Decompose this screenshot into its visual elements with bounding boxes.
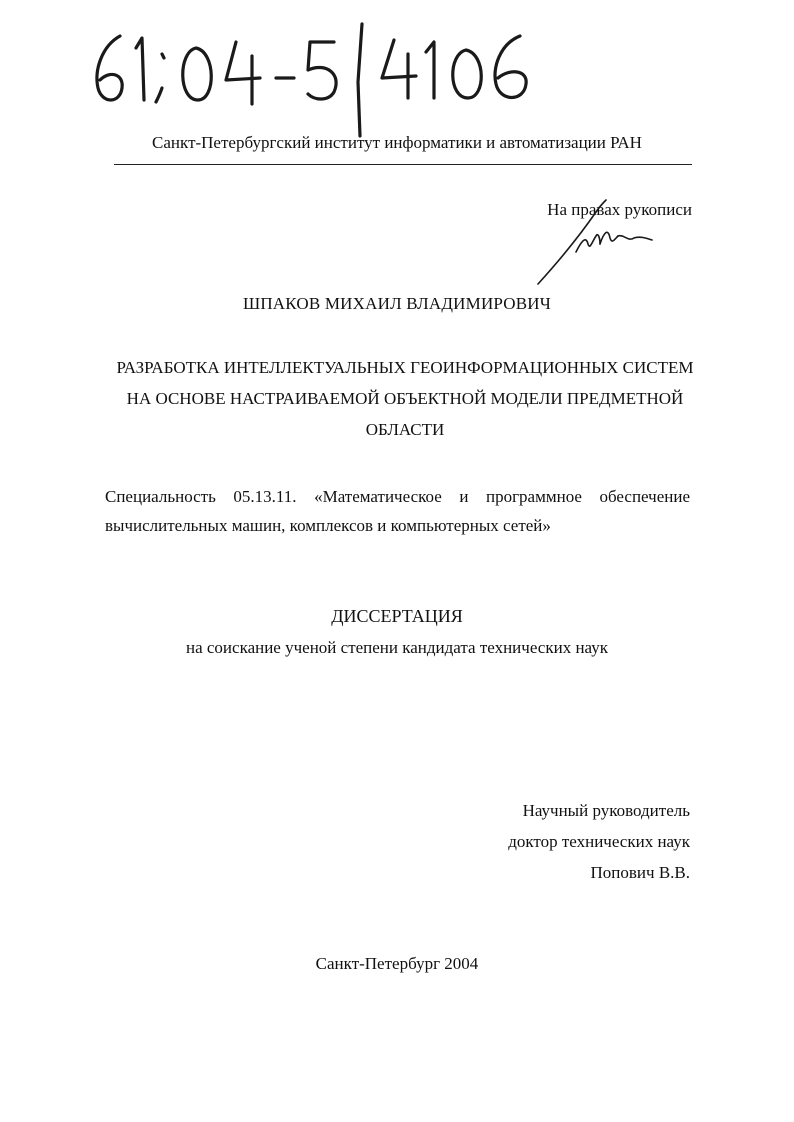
manuscript-rights-label: На правах рукописи [547,200,692,219]
advisor-block [430,795,690,888]
handwritten-archive-code [80,18,540,138]
handwritten-signature [528,192,658,288]
dissertation-subheading: на соискание ученой степени кандидата технических наук [185,638,608,657]
author-name: ШПАКОВ МИХАИЛ ВЛАДИМИРОВИЧ [242,294,552,313]
advisor-name: Попович В.В. [590,863,690,882]
advisor-role: Научный руководитель [522,801,690,820]
specialty-line: Специальность 05.13.11. «Математическое и программное обеспечение [105,487,690,506]
title-line: ОБЛАСТИ [365,420,445,439]
dissertation-heading: ДИССЕРТАЦИЯ [331,606,463,626]
header-divider [114,164,692,165]
specialty-line: вычислительных машин, комплексов и компьютерных сетей» [105,516,551,535]
institute-name: Санкт-Петербургский институт информатики и автоматизации РАН [152,133,642,152]
title-line: НА ОСНОВЕ НАСТРАИВАЕМОЙ ОБЪЕКТНОЙ МОДЕЛИ ПРЕДМЕТНОЙ [126,389,684,408]
dissertation-title [60,352,750,445]
title-line: РАЗРАБОТКА ИНТЕЛЛЕКТУАЛЬНЫХ ГЕОИНФОРМАЦИОННЫХ СИСТЕМ [116,358,694,377]
specialty-block [105,482,690,540]
city-year: Санкт-Петербург 2004 [315,954,479,973]
advisor-degree: доктор технических наук [508,832,690,851]
